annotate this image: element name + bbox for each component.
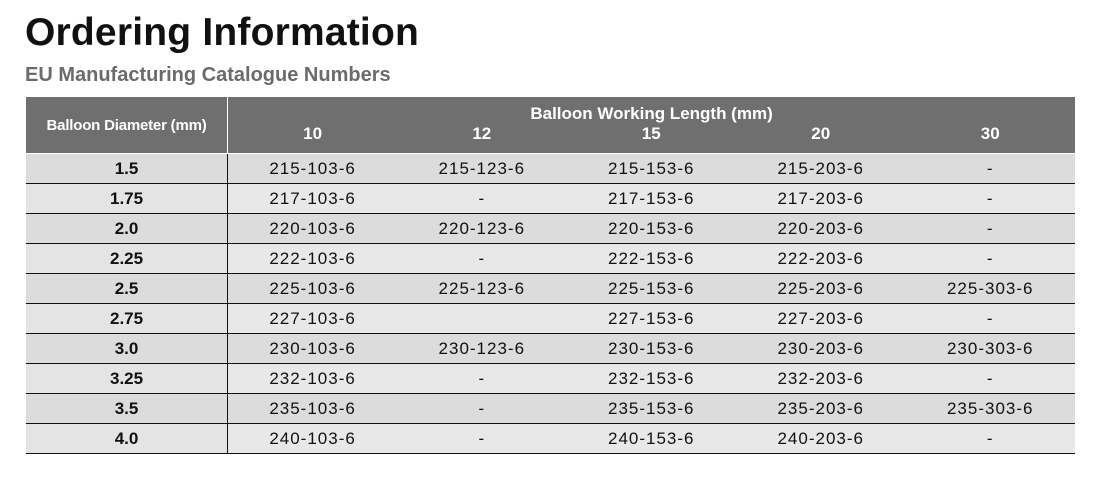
catalogue-number-cell [397, 304, 566, 334]
catalogue-number-cell: 217-103-6 [228, 184, 397, 214]
catalogue-number-cell: 235-153-6 [567, 394, 736, 424]
ordering-table-body [26, 154, 1075, 454]
catalogue-number-cell: 240-103-6 [228, 424, 397, 454]
length-header-12: 12 [397, 124, 566, 154]
catalogue-number-cell: - [397, 424, 566, 454]
table-row [26, 304, 1075, 334]
catalogue-number-cell: - [397, 364, 566, 394]
diameter-cell: 2.5 [26, 274, 228, 304]
page-subtitle: EU Manufacturing Catalogue Numbers [25, 64, 391, 86]
table-row [26, 334, 1075, 364]
catalogue-number-cell: - [905, 244, 1075, 274]
catalogue-number-cell: 240-153-6 [567, 424, 736, 454]
catalogue-number-cell: - [397, 184, 566, 214]
diameter-cell: 3.5 [26, 394, 228, 424]
page-title: Ordering Information [25, 11, 419, 54]
catalogue-number-cell: 225-203-6 [736, 274, 905, 304]
length-header-15: 15 [567, 124, 736, 154]
diameter-cell: 1.5 [26, 154, 228, 184]
catalogue-number-cell: 225-103-6 [228, 274, 397, 304]
catalogue-number-cell: - [905, 424, 1075, 454]
catalogue-number-cell: - [905, 364, 1075, 394]
diameter-cell: 3.25 [26, 364, 228, 394]
table-row [26, 364, 1075, 394]
diameter-cell: 2.25 [26, 244, 228, 274]
catalogue-number-cell: 225-153-6 [567, 274, 736, 304]
length-header-30: 30 [905, 124, 1075, 154]
catalogue-number-cell: 217-153-6 [567, 184, 736, 214]
catalogue-number-cell: 220-203-6 [736, 214, 905, 244]
catalogue-number-cell: 220-153-6 [567, 214, 736, 244]
catalogue-number-cell: 230-123-6 [397, 334, 566, 364]
diameter-cell: 2.0 [26, 214, 228, 244]
catalogue-number-cell: - [905, 154, 1075, 184]
catalogue-number-cell: 230-153-6 [567, 334, 736, 364]
table-row [26, 214, 1075, 244]
table-row [26, 274, 1075, 304]
catalogue-number-cell: 232-203-6 [736, 364, 905, 394]
table-row [26, 424, 1075, 454]
catalogue-number-cell: 215-123-6 [397, 154, 566, 184]
catalogue-number-cell: 240-203-6 [736, 424, 905, 454]
catalogue-number-cell: 235-103-6 [228, 394, 397, 424]
catalogue-number-cell: 222-203-6 [736, 244, 905, 274]
catalogue-number-cell: 222-103-6 [228, 244, 397, 274]
table-row [26, 244, 1075, 274]
catalogue-number-cell: 235-203-6 [736, 394, 905, 424]
catalogue-number-cell: 215-103-6 [228, 154, 397, 184]
catalogue-number-cell: 227-153-6 [567, 304, 736, 334]
diameter-cell: 1.75 [26, 184, 228, 214]
catalogue-number-cell: 227-103-6 [228, 304, 397, 334]
length-header-20: 20 [736, 124, 905, 154]
catalogue-number-cell: 232-103-6 [228, 364, 397, 394]
catalogue-number-cell: - [905, 184, 1075, 214]
table-row [26, 184, 1075, 214]
length-header-10: 10 [228, 124, 397, 154]
catalogue-number-cell: 222-153-6 [567, 244, 736, 274]
ordering-table [26, 97, 1075, 454]
catalogue-number-cell: 215-153-6 [567, 154, 736, 184]
catalogue-number-cell: 227-203-6 [736, 304, 905, 334]
catalogue-number-cell: - [905, 214, 1075, 244]
diameter-header: Balloon Diameter (mm) [26, 97, 228, 154]
diameter-cell: 4.0 [26, 424, 228, 454]
catalogue-number-cell: - [397, 394, 566, 424]
catalogue-number-cell: 232-153-6 [567, 364, 736, 394]
catalogue-number-cell: 235-303-6 [905, 394, 1075, 424]
catalogue-number-cell: 220-123-6 [397, 214, 566, 244]
catalogue-number-cell: 225-303-6 [905, 274, 1075, 304]
table-row [26, 154, 1075, 184]
catalogue-number-cell: 230-203-6 [736, 334, 905, 364]
catalogue-number-cell: - [397, 244, 566, 274]
catalogue-number-cell: 220-103-6 [228, 214, 397, 244]
catalogue-number-cell: 225-123-6 [397, 274, 566, 304]
catalogue-number-cell: 215-203-6 [736, 154, 905, 184]
working-length-header: Balloon Working Length (mm) [228, 97, 1075, 124]
catalogue-number-cell: 230-303-6 [905, 334, 1075, 364]
catalogue-number-cell: - [905, 304, 1075, 334]
catalogue-number-cell: 217-203-6 [736, 184, 905, 214]
diameter-cell: 3.0 [26, 334, 228, 364]
table-row [26, 394, 1075, 424]
diameter-cell: 2.75 [26, 304, 228, 334]
catalogue-number-cell: 230-103-6 [228, 334, 397, 364]
